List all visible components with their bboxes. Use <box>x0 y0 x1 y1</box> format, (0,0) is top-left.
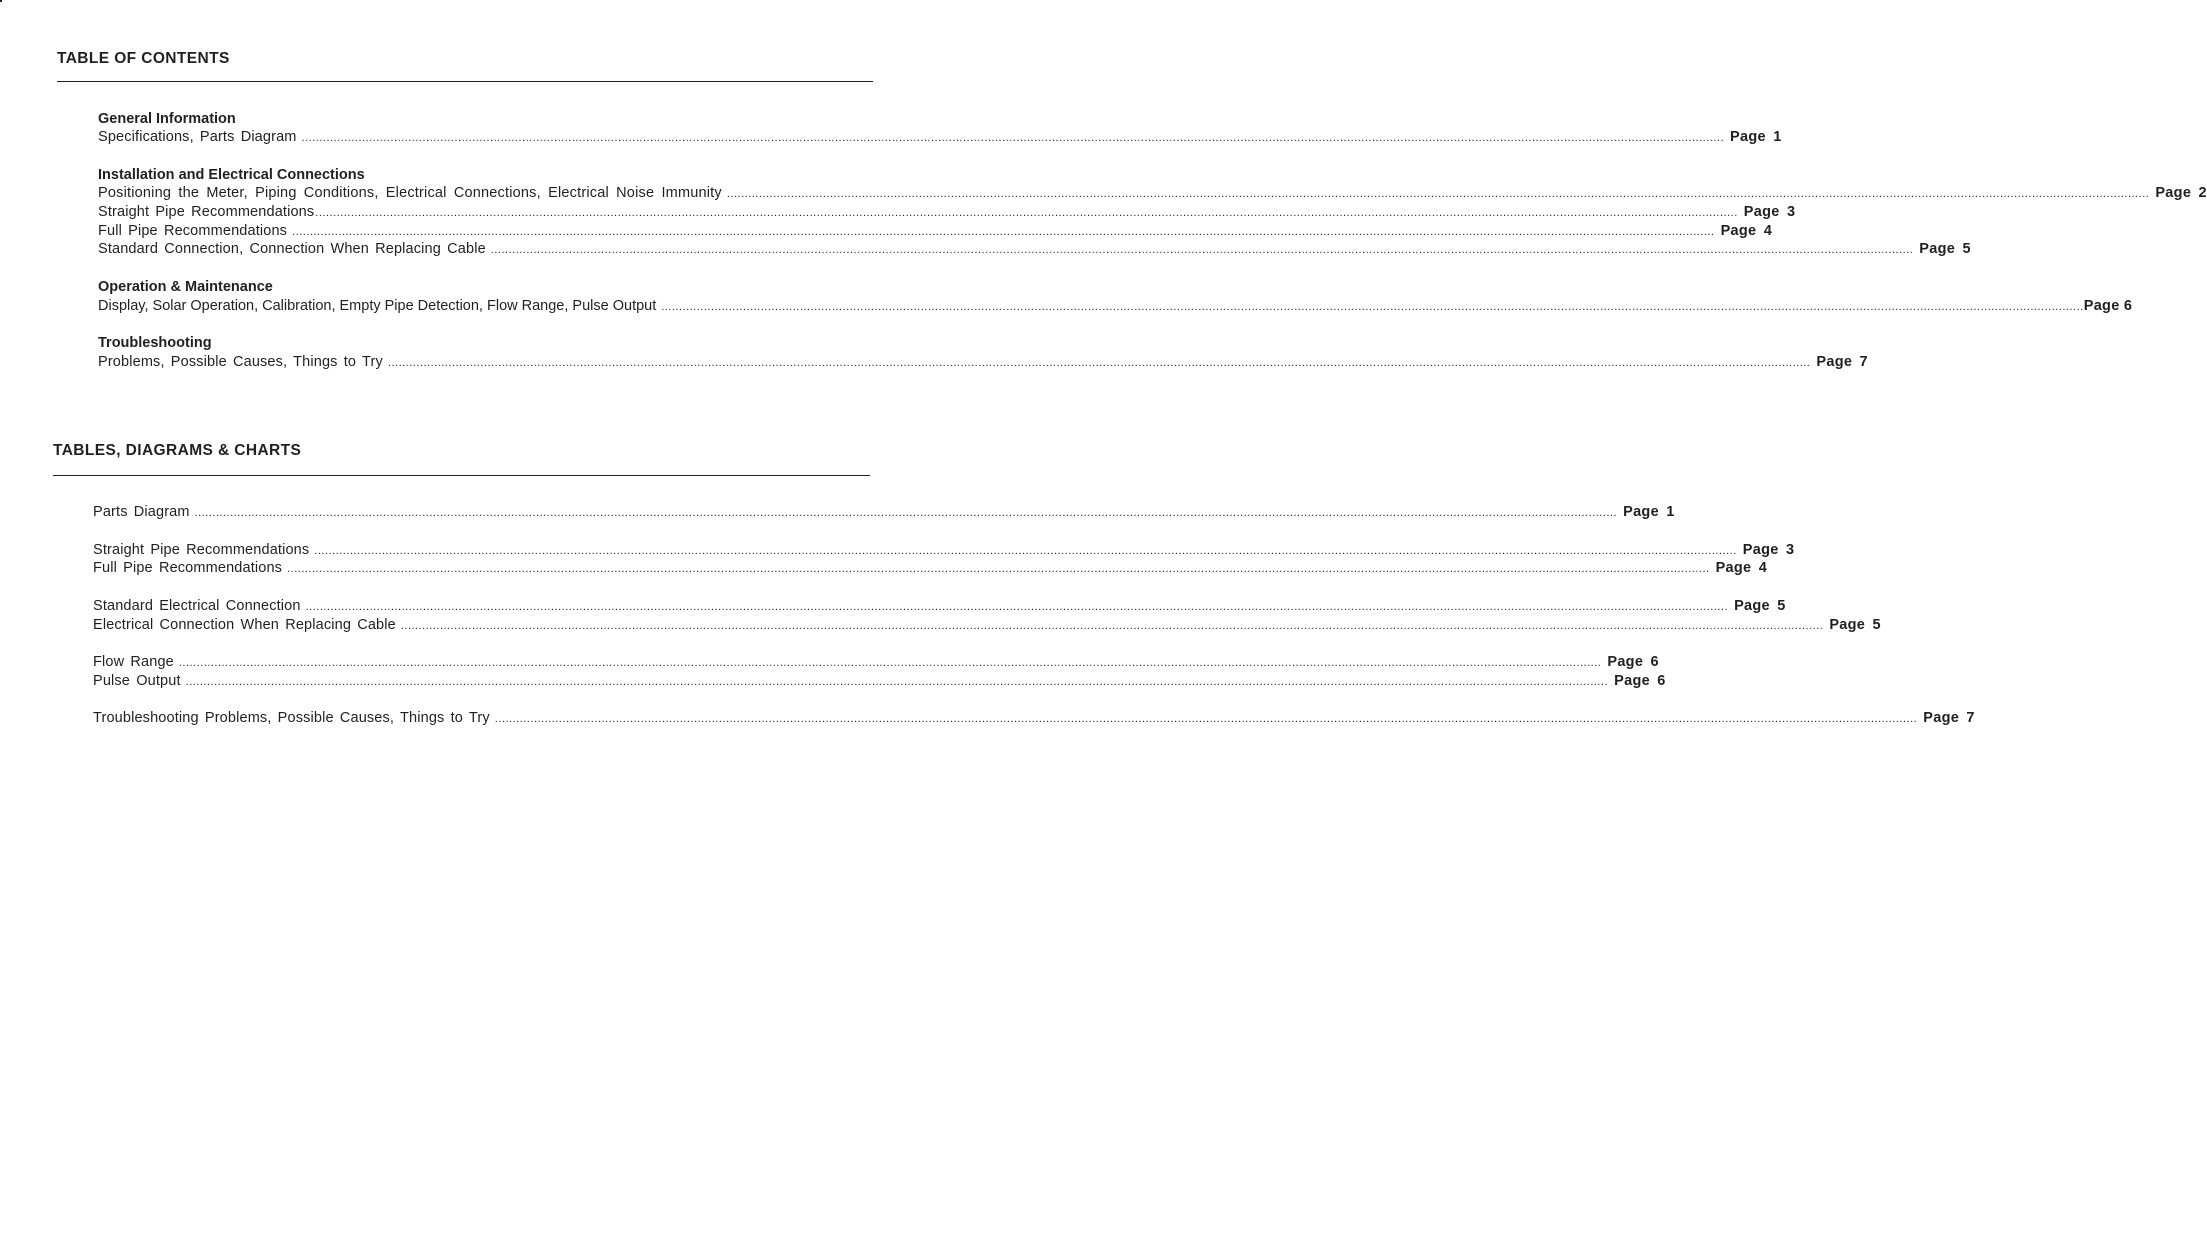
toc-entry[interactable] <box>98 223 1773 242</box>
toc-divider <box>57 81 873 82</box>
toc-group-heading-troubleshooting: Troubleshooting <box>98 335 212 351</box>
toc-entry-label: Straight Pipe Recommendations <box>98 204 315 220</box>
tables-entry-page: Page 4 <box>1715 560 1768 576</box>
toc-entry-page: Page 1 <box>1730 129 1782 145</box>
toc-entry[interactable] <box>98 185 2207 204</box>
toc-entry[interactable] <box>98 298 2133 317</box>
tables-entry-page: Page 5 <box>1734 598 1786 614</box>
tables-entry-page: Page 6 <box>1614 673 1666 689</box>
toc-entry-label: Display, Solar Operation, Calibration, Empty Pipe Detection, Flow Range, Pulse Output <box>98 298 657 314</box>
dot-leader: ................................................................................................................................................................................................................................................................................................................................................................................................................ <box>387 357 1811 369</box>
tables-entry[interactable] <box>93 542 1795 561</box>
tables-entry-page: Page 1 <box>1623 504 1675 520</box>
dot-leader: ................................................................................................................................................................................................................................................................................................................................................................................................................ <box>185 676 1609 688</box>
tables-entry[interactable] <box>93 560 1768 579</box>
tables-entry-label: Troubleshooting Problems, Possible Causes, Things to Try <box>93 710 490 726</box>
tables-entry[interactable] <box>93 617 1881 636</box>
tables-entry[interactable] <box>93 654 1659 673</box>
toc-entry[interactable] <box>98 129 1782 148</box>
dot-leader: ................................................................................................................................................................................................................................................................................................................................................................................................................ <box>661 301 2084 313</box>
dot-leader: ................................................................................................................................................................................................................................................................................................................................................................................................................ <box>305 601 1729 613</box>
toc-entry-page: Page 3 <box>1743 204 1796 220</box>
dot-leader: ................................................................................................................................................................................................................................................................................................................................................................................................................ <box>494 713 1918 725</box>
tables-entry-label: Pulse Output <box>93 673 181 689</box>
toc-entry-page: Page 6 <box>2083 298 2133 314</box>
dot-leader: ................................................................................................................................................................................................................................................................................................................................................................................................................ <box>400 620 1824 632</box>
dot-leader: ................................................................................................................................................................................................................................................................................................................................................................................................................ <box>292 226 1715 238</box>
toc-group-heading-general: General Information <box>98 111 236 127</box>
tables-entry-page: Page 6 <box>1607 654 1659 670</box>
toc-entry-page: Page 7 <box>1816 354 1868 370</box>
toc-entry-label: Specifications, Parts Diagram <box>98 129 297 145</box>
tables-entry-label: Parts Diagram <box>93 504 190 520</box>
toc-entry-label: Full Pipe Recommendations <box>98 223 288 239</box>
toc-entry-label: Problems, Possible Causes, Things to Try <box>98 354 383 370</box>
tables-entry-label: Electrical Connection When Replacing Cable <box>93 617 396 633</box>
dot-leader: ................................................................................................................................................................................................................................................................................................................................................................................................................ <box>301 132 1725 144</box>
dot-leader: ................................................................................................................................................................................................................................................................................................................................................................................................................ <box>287 563 1710 575</box>
tables-title: TABLES, DIAGRAMS & CHARTS <box>53 442 302 459</box>
dot-leader: ................................................................................................................................................................................................................................................................................................................................................................................................................ <box>314 545 1737 557</box>
toc-title: TABLE OF CONTENTS <box>57 50 230 67</box>
tables-entry[interactable] <box>93 598 1786 617</box>
tables-entry[interactable] <box>93 710 1975 729</box>
toc-entry[interactable] <box>98 354 1868 373</box>
toc-entry-label: Positioning the Meter, Piping Conditions, Electrical Connections, Electrical Noise Immunity <box>98 185 722 201</box>
tables-entry-page: Page 7 <box>1923 710 1975 726</box>
dot-leader: ................................................................................................................................................................................................................................................................................................................................................................................................................ <box>178 657 1602 669</box>
dot-leader: ................................................................................................................................................................................................................................................................................................................................................................................................................ <box>490 244 1914 256</box>
tables-entry[interactable] <box>93 504 1675 523</box>
tables-entry-label: Full Pipe Recommendations <box>93 560 283 576</box>
dot-leader: ................................................................................................................................................................................................................................................................................................................................................................................................................ <box>726 188 2150 200</box>
tables-entry-label: Straight Pipe Recommendations <box>93 542 310 558</box>
tables-entry-page: Page 3 <box>1742 542 1795 558</box>
toc-group-heading-installation: Installation and Electrical Connections <box>98 167 365 183</box>
tables-entry[interactable] <box>93 673 1666 692</box>
dot-leader: ................................................................................................................................................................................................................................................................................................................................................................................................................ <box>315 207 1738 219</box>
toc-group-heading-operation: Operation & Maintenance <box>98 279 273 295</box>
tables-entry-page: Page 5 <box>1829 617 1881 633</box>
toc-entry-page: Page 2 <box>2155 185 2207 201</box>
corner-mark <box>0 0 2 2</box>
dot-leader: ................................................................................................................................................................................................................................................................................................................................................................................................................ <box>194 507 1618 519</box>
tables-entry-label: Flow Range <box>93 654 174 670</box>
toc-entry-label: Standard Connection, Connection When Replacing Cable <box>98 241 486 257</box>
toc-entry-page: Page 5 <box>1919 241 1971 257</box>
toc-entry[interactable] <box>98 204 1796 223</box>
tables-divider <box>53 475 870 476</box>
tables-entry-label: Standard Electrical Connection <box>93 598 301 614</box>
toc-entry-page: Page 4 <box>1720 223 1773 239</box>
toc-entry[interactable] <box>98 241 1971 260</box>
